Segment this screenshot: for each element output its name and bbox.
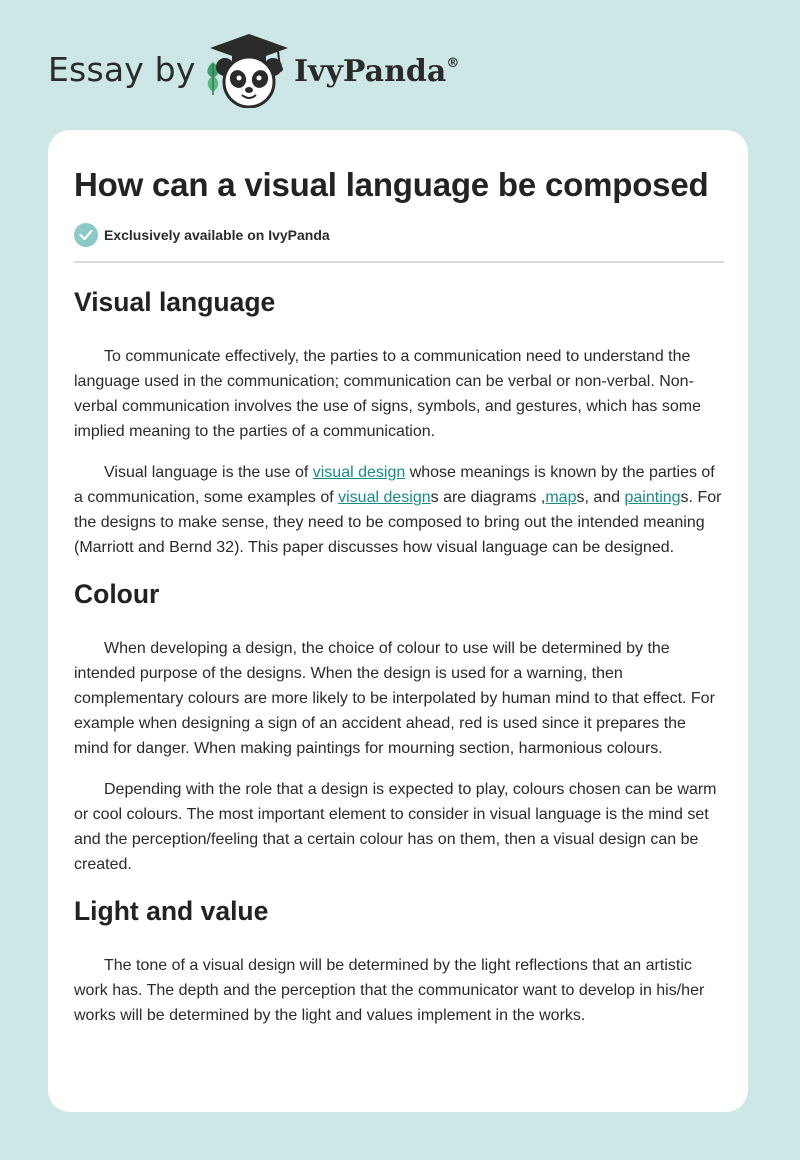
- site-header: [0, 0, 800, 130]
- text-run: Visual language is the use of: [104, 464, 313, 481]
- link-visual-design-2[interactable]: visual design: [338, 489, 431, 506]
- link-visual-design[interactable]: visual design: [312, 464, 406, 481]
- brand-text: IvyPanda: [294, 54, 447, 89]
- panda-logo-icon[interactable]: [208, 32, 290, 108]
- essay-content: [74, 280, 724, 1028]
- paragraph: The tone of a visual design will be determined by the light reflections that an artistic work has. The depth and the perception that the communicator want to develop in his/her works will be determined by the light and values implement in the works.: [74, 957, 705, 1024]
- paragraph: To communicate effectively, the parties to a communication need to understand the language used in the communication; communication can be verbal or non-verbal. Non-verbal communication involves the use of signs, symbols, and gestures, which has some implied meaning to the parties of a communication.: [74, 348, 701, 440]
- brand-name[interactable]: [294, 54, 459, 89]
- exclusive-text: Exclusively available on IvyPanda: [104, 227, 330, 243]
- section-heading-visual-language: Visual language: [74, 287, 276, 317]
- section-heading-light-and-value: Light and value: [74, 896, 269, 926]
- paragraph: [74, 460, 724, 560]
- check-icon: [74, 223, 98, 247]
- essay-card: [48, 130, 748, 1112]
- link-map[interactable]: map: [545, 489, 577, 506]
- essay-by-label: Essay by: [48, 50, 196, 89]
- registered-mark: ®: [446, 56, 460, 71]
- text-run: s, and: [576, 489, 625, 506]
- text-run: whose meanings is known by the parties of a communication, some examples of: [74, 464, 715, 506]
- text-run: s are diagrams ,: [430, 489, 546, 506]
- text-run: s. For the designs to make sense, they need to be composed to bring out the intended meaning (Marriott and Bernd 32). This paper discusses how visual language can be designed.: [74, 489, 722, 556]
- exclusive-badge: [74, 222, 330, 248]
- paragraph: Depending with the role that a design is expected to play, colours chosen can be warm or cool colours. The most important element to consider in visual language is the mind set and the perception/feeling that a certain colour has on them, then a visual design can be created.: [74, 781, 717, 873]
- page-title: How can a visual language be composed: [74, 166, 709, 203]
- divider: [74, 261, 724, 263]
- link-painting[interactable]: painting: [624, 489, 681, 506]
- paragraph: When developing a design, the choice of colour to use will be determined by the intended purpose of the designs. When the design is used for a warning, then complementary colours are more likely to be interpolated by human mind to that effect. For example when designing a sign of an accident ahead, red is used since it prepares the mind for danger. When making paintings for mourning section, harmonious colours.: [74, 640, 715, 757]
- section-heading-colour: Colour: [74, 579, 160, 609]
